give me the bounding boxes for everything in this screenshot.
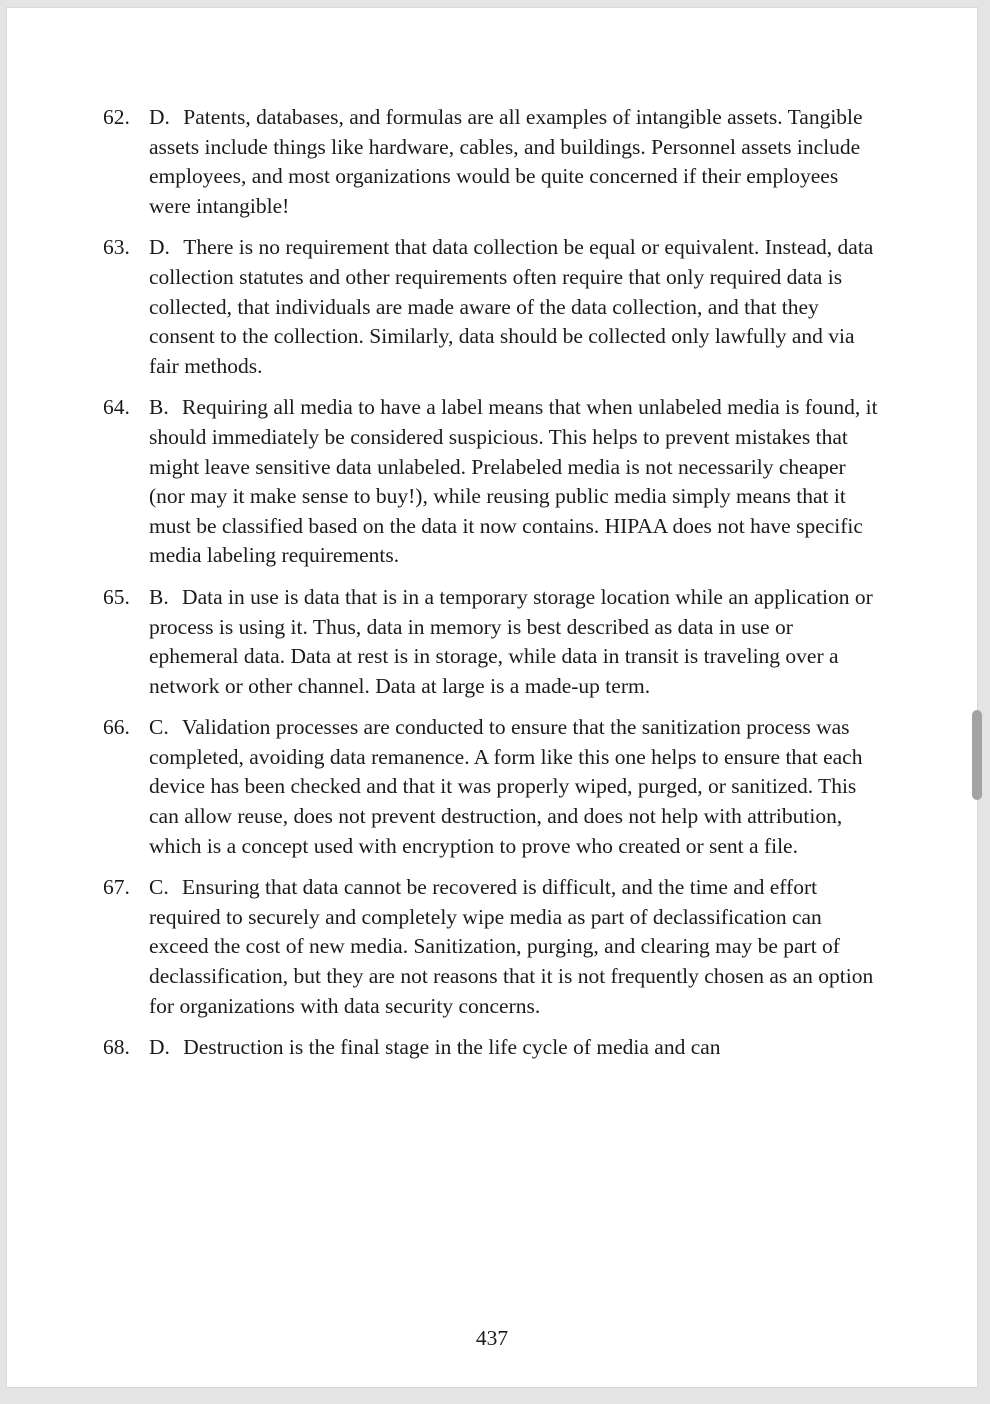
- answer-letter: B.: [149, 395, 169, 420]
- answer-body: [149, 583, 885, 701]
- answer-item: [103, 103, 887, 221]
- answer-text: Patents, databases, and formulas are all examples of intangible assets. Tangible assets include things like hardware, cables, and buildings. Personnel assets include employees, and most organizations would be quite concerned if their employees were intangible!: [149, 105, 863, 218]
- answer-item: [103, 713, 887, 861]
- scrollbar-thumb[interactable]: [972, 710, 982, 800]
- answer-letter: D.: [149, 235, 170, 260]
- answer-number: 64.: [103, 395, 130, 420]
- answer-number: 65.: [103, 584, 130, 609]
- answer-letter: C.: [149, 875, 169, 900]
- answer-letter: B.: [149, 584, 169, 609]
- answer-number: 66.: [103, 715, 130, 740]
- answer-item: [103, 873, 887, 1021]
- page-number: 437: [475, 1326, 509, 1350]
- answer-body: [149, 393, 885, 571]
- answer-item: [103, 583, 887, 701]
- answer-number: 68.: [103, 1035, 130, 1060]
- answer-text: There is no requirement that data collection be equal or equivalent. Instead, data collection statutes and other requirements often require that only required data is collected, that individuals are made aware of the data collection, and that they consent to the collection. Similarly, data should be collected only lawfully and via fair methods.: [149, 235, 874, 378]
- answer-letter: C.: [149, 715, 169, 740]
- answer-text: Data in use is data that is in a temporary storage location while an application or process is using it. Thus, data in memory is best described as data in use or ephemeral data. Data at rest is in storage, while data in transit is traveling over a network or other channel. Data at large is a made-up term.: [149, 584, 873, 698]
- answer-letter: D.: [149, 105, 170, 129]
- answer-text: Destruction is the final stage in the life cycle of media and can: [183, 1035, 721, 1060]
- answer-body: [149, 1033, 885, 1063]
- answer-item: [103, 1033, 887, 1063]
- answers-list: [103, 103, 887, 1075]
- answer-body: [149, 713, 885, 861]
- answer-number: 63.: [103, 235, 130, 260]
- document-page: [6, 7, 978, 1388]
- answer-number: 67.: [103, 875, 130, 900]
- answer-letter: D.: [149, 1035, 170, 1060]
- answer-item: [103, 393, 887, 571]
- answer-text: Requiring all media to have a label means that when unlabeled media is found, it should immediately be considered suspicious. This helps to prevent mistakes that might leave sensitive data unlabeled. Prelabeled media is not necessarily cheaper (nor may it make sense to buy!), while reusing public media simply means that it must be classified based on the data it now contains. HIPAA does not have specific media labeling requirements.: [149, 395, 878, 568]
- answer-text: Validation processes are conducted to ensure that the sanitization process was completed, avoiding data remanence. A form like this one helps to ensure that each device has been checked and that it was properly wiped, purged, or sanitized. This can allow reuse, does not prevent destruction, and does not help with attribution, which is a concept used with encryption to prove who created or sent a file.: [149, 715, 863, 858]
- answer-text: Ensuring that data cannot be recovered is difficult, and the time and effort required to securely and completely wipe media as part of declassification can exceed the cost of new media. Sanitization, purging, and clearing may be part of declassification, but they are not reasons that it is not frequently chosen as an option for organizations with data security concerns.: [149, 875, 874, 1018]
- answer-item: [103, 233, 887, 381]
- answer-body: [149, 873, 885, 1021]
- answer-body: [149, 103, 885, 221]
- answer-number: 62.: [103, 105, 130, 129]
- answer-body: [149, 233, 885, 381]
